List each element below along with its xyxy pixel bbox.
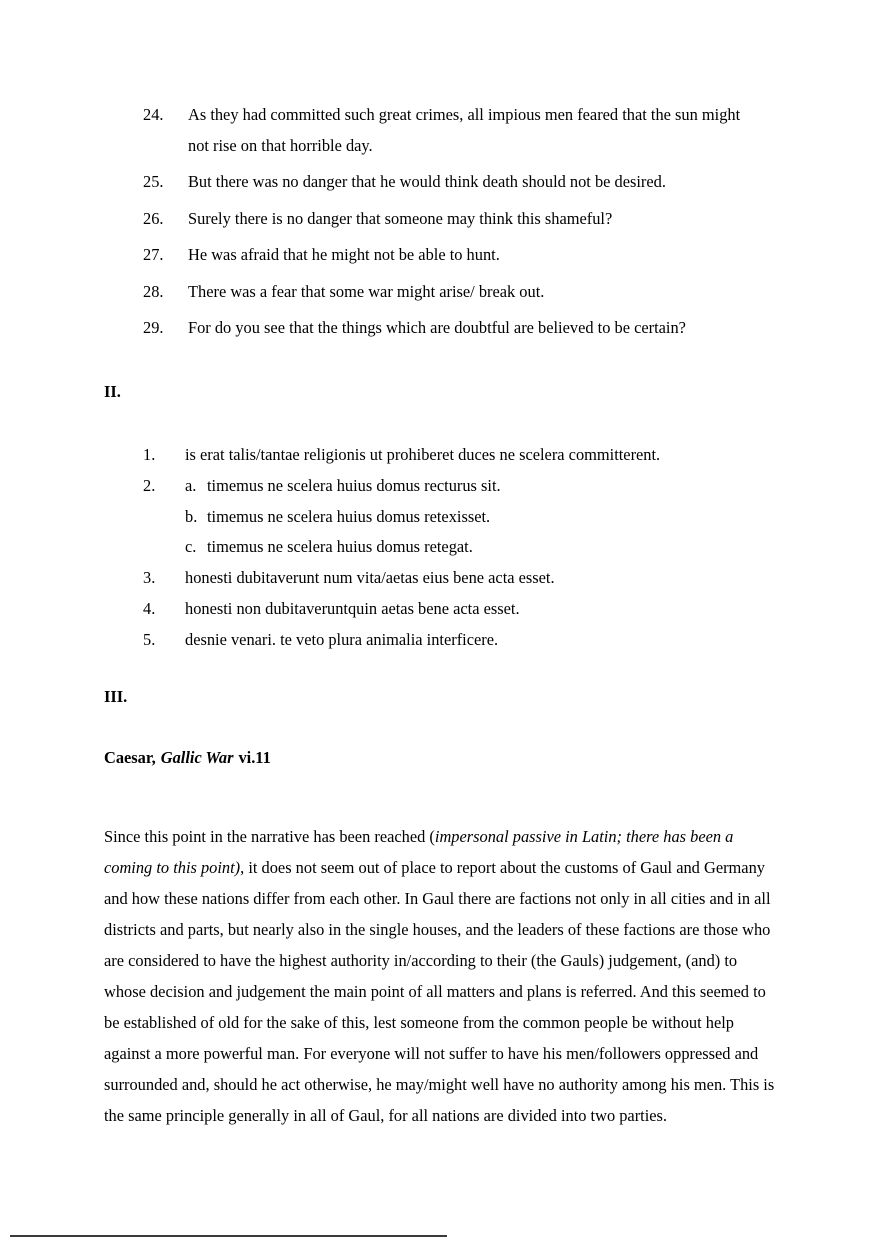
sub-list-item-text: timemus ne scelera huius domus retegat. — [207, 537, 473, 557]
list-item — [104, 204, 804, 235]
source-citation — [104, 747, 271, 769]
list-item-text: There was a fear that some war might arise/ break out. — [188, 281, 545, 301]
list-item-text: honesti non dubitaveruntquin aetas bene acta esset. — [185, 598, 520, 618]
list-item — [104, 100, 804, 161]
list-item-text: is erat talis/tantae religionis ut prohiberet duces ne scelera committerent. — [185, 445, 661, 464]
list-item-number: 29. — [143, 318, 164, 337]
list-item — [104, 440, 804, 471]
list-item — [104, 594, 804, 625]
list-item — [104, 240, 804, 271]
footer-rule — [10, 1235, 447, 1237]
list-item-number: 27. — [143, 245, 164, 264]
list-item-text: As they had committed such great crimes, all impious men feared that the sun might not rise on that horrible day. — [188, 105, 741, 155]
list-item-text: He was afraid that he might not be able to hunt. — [188, 245, 500, 264]
list-item-text: desnie venari. te veto plura animalia interficere. — [185, 629, 499, 649]
sub-list-item-text: timemus ne scelera huius domus recturus sit. — [207, 475, 501, 495]
list-item-number: 1. — [143, 445, 156, 464]
list-item — [104, 563, 804, 594]
sub-list-item — [185, 502, 804, 533]
list-item-number: 4. — [143, 598, 156, 618]
list-item — [104, 313, 804, 344]
list-item-number: 5. — [143, 629, 156, 649]
list-item-number: 26. — [143, 208, 164, 228]
sub-list-item — [185, 471, 804, 502]
section-heading-iii: III. — [104, 687, 128, 706]
list-item-number: 24. — [143, 105, 164, 124]
source-work-title: Gallic War — [160, 748, 234, 767]
translation-paragraph — [104, 822, 778, 1131]
list-item-text: honesti dubitaverunt num vita/aetas eius bene acta esset. — [185, 568, 555, 588]
sub-list-item-letter: c. — [185, 537, 197, 557]
list-item — [104, 167, 804, 198]
source-author: Caesar, — [104, 748, 156, 767]
source-reference: vi.11 — [238, 748, 271, 767]
sub-list-item-letter: a. — [185, 475, 197, 495]
list-item-number: 3. — [143, 568, 156, 588]
list-item — [104, 625, 804, 656]
sub-list — [185, 471, 804, 563]
translation-part-two: , it does not seem out of place to report about the customs of Gaul and Germany and how these nations differ from each other. In Gaul there are factions not only in all cities and in all districts and parts, but nearly also in the single houses, and the leaders of these factions are those who are considered to have the highest authority in/according to their (the Gauls) judgement, (and) to whose decision and judgement the main point of all matters and plans is referred. And this seemed to be established of old for the sake of this, lest someone from the common people be without help against a more powerful man. For everyone will not suffer to have his men/followers oppressed and surrounded and, should he act otherwise, he may/might well have no authority among his men. This is the same principle generally in all of Gaul, for all nations are divided into two parties. — [104, 858, 775, 1125]
section-heading-ii: II. — [104, 382, 121, 401]
list-item-text: Surely there is no danger that someone may think this shameful? — [188, 208, 613, 228]
list-item-text: For do you see that the things which are doubtful are believed to be certain? — [188, 318, 686, 337]
translation-gloss: impersonal passive in Latin; there has been a coming to this point) — [104, 827, 734, 878]
list-item — [104, 277, 804, 308]
sub-list-item-text: timemus ne scelera huius domus retexisset. — [207, 506, 491, 526]
list-item-number: 25. — [143, 172, 164, 191]
list-item-text: But there was no danger that he would think death should not be desired. — [188, 172, 666, 191]
sub-list-item — [185, 532, 804, 563]
sub-list-item-letter: b. — [185, 506, 198, 526]
translation-part-one: Since this point in the narrative has been reached ( — [104, 827, 435, 847]
numbered-answer-list — [104, 100, 804, 350]
latin-answer-list — [104, 440, 804, 656]
list-item-number: 28. — [143, 281, 164, 301]
list-item-number: 2. — [143, 475, 156, 495]
list-item — [104, 471, 804, 563]
